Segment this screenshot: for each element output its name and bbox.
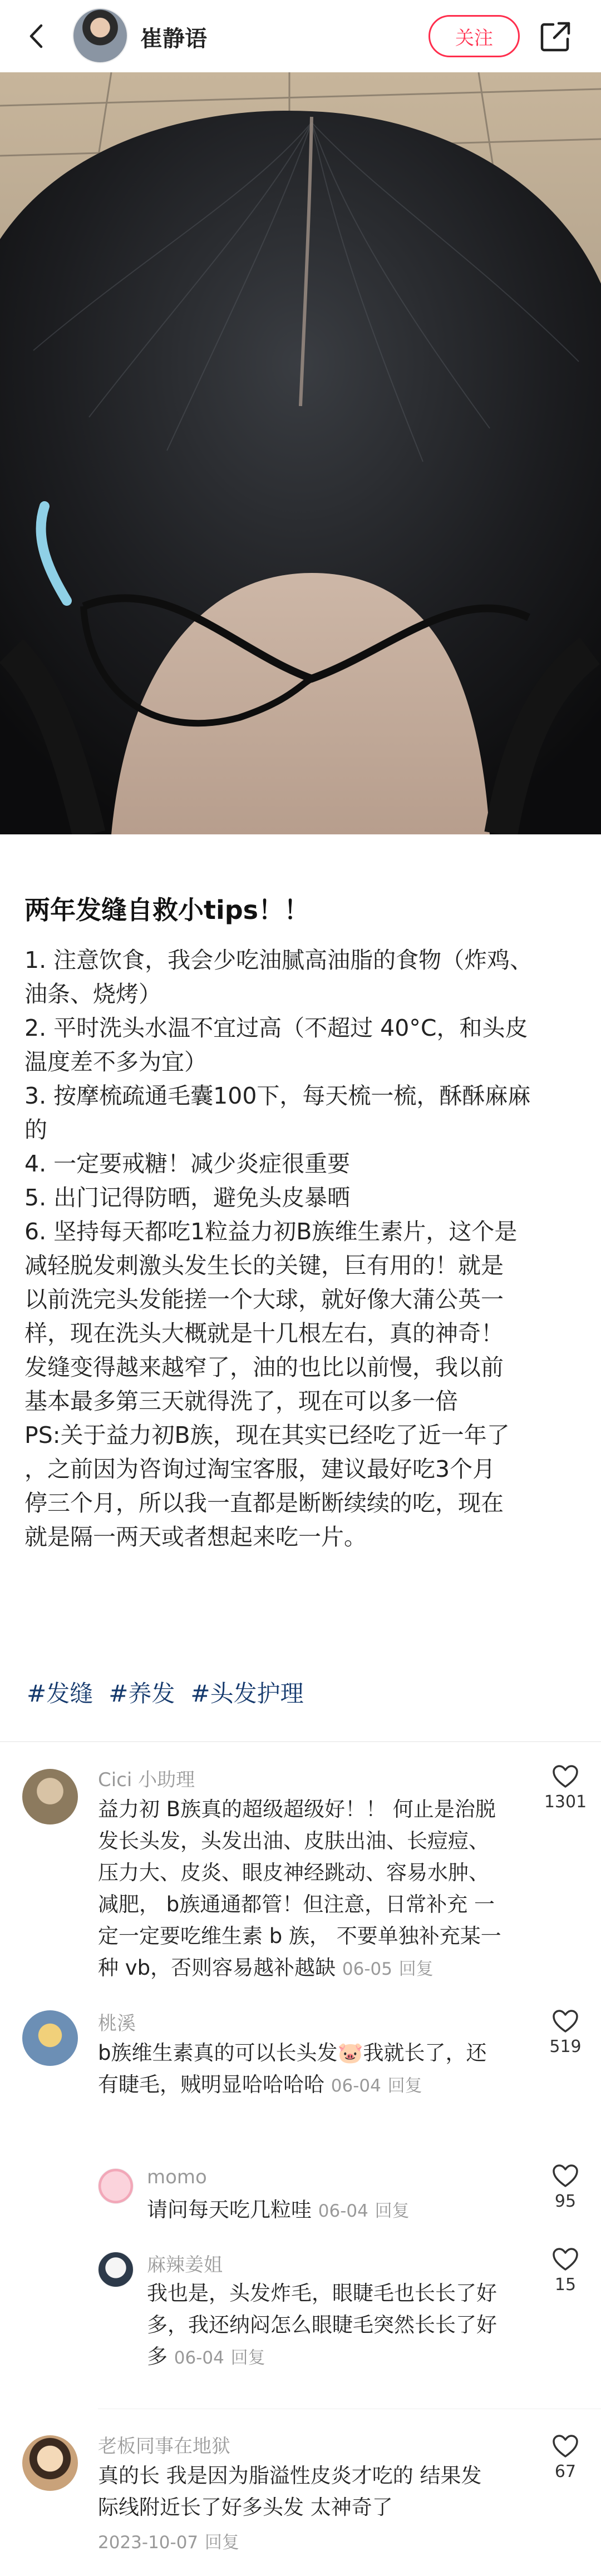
comment-text[interactable] [147, 2194, 525, 2227]
post-line: 的 [24, 1116, 47, 1143]
comment-line: 多，我还纳闷怎么眼睫毛突然长长了好 [147, 2313, 497, 2337]
chevron-left-icon [22, 21, 52, 51]
post-line: 3. 按摩梳疏通毛囊100下，每天梳一梳，酥酥麻麻 [24, 1082, 531, 1109]
reply-button[interactable]: 回复 [387, 2076, 422, 2096]
post-line: 温度差不多为宜） [24, 1049, 207, 1075]
post-photo[interactable] [0, 72, 601, 834]
share-icon [539, 20, 572, 53]
comment-date: 06-04 [331, 2076, 381, 2096]
hair-part-photo [0, 72, 601, 834]
comment-date: 06-04 [318, 2201, 368, 2221]
commenter-avatar[interactable] [98, 2168, 134, 2204]
commenter-name[interactable]: 桃溪 [98, 2013, 136, 2035]
comment-line-text: 请问每天吃几粒哇 [147, 2198, 318, 2222]
like-count: 1301 [544, 1792, 587, 1812]
reply-button[interactable]: 回复 [204, 2533, 239, 2553]
post-line: 6. 坚持每天都吃1粒益力初B族维生素片，这个是 [24, 1218, 518, 1245]
commenter-avatar[interactable] [98, 2252, 134, 2287]
author-avatar[interactable] [72, 8, 128, 63]
post-line: 停三个月，所以我一直都是断断续续的吃，现在 [24, 1490, 504, 1516]
top-bar [0, 0, 601, 72]
comment-line: 减肥， b族通通都管！但注意，日常补充 一 [98, 1892, 495, 1916]
reply-button[interactable]: 回复 [398, 1959, 433, 1979]
comment-item [0, 2008, 601, 2153]
comment-line: 我也是，头发炸毛，眼睫毛也长长了好 [147, 2281, 497, 2305]
comment-line: 压力大、皮炎、眼皮神经跳动、容易水肿、 [98, 1861, 489, 1885]
comment-item [0, 1758, 601, 2008]
heart-outline-icon [552, 2434, 579, 2459]
comment-line-text: 有睫毛，贼明显哈哈哈哈 [98, 2073, 331, 2097]
commenter-name[interactable]: Cici 小助理 [98, 1769, 195, 1791]
like-count: 15 [554, 2275, 577, 2295]
hashtag-list [27, 1675, 304, 1709]
post-line: 就是隔一两天或者想起来吃一片。 [24, 1524, 367, 1550]
post-line: PS:关于益力初B族，现在其实已经吃了近一年了 [24, 1422, 510, 1448]
back-button[interactable] [22, 21, 52, 51]
post-title: 两年发缝自救小tips！！ [24, 895, 310, 925]
comment-line: 真的长 我是因为脂溢性皮炎才吃的 结果发 [98, 2464, 482, 2488]
heart-outline-icon [552, 2247, 579, 2272]
post-body [24, 943, 581, 1554]
post-line: 2. 平时洗头水温不宜过高（不超过 40°C，和头皮 [24, 1015, 528, 1041]
comment-line: 益力初 B族真的超级超级好！！ 何止是治脱 [98, 1797, 496, 1821]
heart-outline-icon [552, 1764, 579, 1789]
post-line: 发缝变得越来越窄了，油的也比以前慢，我以前 [24, 1354, 504, 1381]
comment-item [0, 2431, 601, 2576]
hashtag-link[interactable]: #头发护理 [190, 1680, 304, 1707]
comment-text[interactable] [98, 2037, 532, 2102]
like-button[interactable] [538, 2009, 593, 2056]
commenter-name[interactable]: 麻辣姜姐 [147, 2254, 223, 2276]
comment-line-text: 多 [147, 2345, 174, 2369]
post-line: 5. 出门记得防晒，避免头皮暴晒 [24, 1184, 351, 1211]
like-button[interactable] [543, 1764, 588, 1812]
hashtag-link[interactable]: #养发 [109, 1680, 175, 1707]
section-divider [0, 1741, 601, 1742]
comment-line [98, 2069, 532, 2102]
comment-text[interactable] [98, 2460, 532, 2559]
post-line: 以前洗完头发能搓一个大球，就好像大蒲公英一 [24, 1286, 504, 1313]
commenter-avatar[interactable] [22, 2435, 78, 2491]
commenter-avatar[interactable] [22, 2010, 78, 2066]
comment-meta [98, 2525, 532, 2559]
reply-button[interactable]: 回复 [230, 2348, 265, 2368]
reply-item [0, 2164, 601, 2247]
commenter-name[interactable]: 老板同事在地狱 [98, 2435, 230, 2458]
post-line: 减轻脱发刺激头发生长的关键，巨有用的！就是 [24, 1252, 504, 1279]
share-button[interactable] [539, 20, 572, 53]
comment-line: b族维生素真的可以长头发🐷我就长了，还 [98, 2041, 487, 2065]
commenter-name[interactable]: momo [147, 2166, 207, 2188]
reply-item [0, 2247, 601, 2397]
post-line: 样，现在洗头大概就是十几根左右，真的神奇！ [24, 1320, 504, 1347]
post-line: 油条、烧烤） [24, 981, 161, 1007]
comment-line [98, 1952, 532, 1985]
comment-line: 定一定要吃维生素 b 族， 不要单独补充某一 [98, 1924, 501, 1948]
comment-line [147, 2194, 525, 2227]
heart-outline-icon [552, 2164, 579, 2188]
author-name[interactable]: 崔静语 [140, 26, 207, 52]
heart-outline-icon [552, 2009, 579, 2034]
like-count: 519 [549, 2037, 582, 2056]
comment-line: 际线附近长了好多头发 太神奇了 [98, 2495, 393, 2519]
like-count: 95 [554, 2192, 577, 2211]
like-button[interactable] [538, 2247, 593, 2295]
like-count: 67 [554, 2462, 577, 2481]
comment-line [147, 2341, 525, 2374]
comment-text[interactable] [98, 1793, 532, 1985]
like-button[interactable] [538, 2434, 593, 2481]
follow-button[interactable]: 关注 [428, 15, 520, 57]
post-line: ，之前因为咨询过淘宝客服，建议最好吃3个月 [24, 1456, 496, 1482]
post-line: 基本最多第三天就得洗了，现在可以多一倍 [24, 1388, 458, 1415]
post-line: 1. 注意饮食，我会少吃油腻高油脂的食物（炸鸡、 [24, 947, 533, 973]
comment-date: 06-04 [174, 2348, 224, 2368]
like-button[interactable] [538, 2164, 593, 2211]
reply-button[interactable]: 回复 [375, 2201, 410, 2221]
post-line: 4. 一定要戒糖！减少炎症很重要 [24, 1150, 351, 1177]
hashtag-link[interactable]: #发缝 [27, 1680, 93, 1707]
comment-date: 06-05 [342, 1959, 392, 1979]
comment-line: 发长头发，头发出油、皮肤出油、长痘痘、 [98, 1829, 489, 1853]
comment-text[interactable] [147, 2277, 525, 2374]
comment-line-text: 种 vb，否则容易越补越缺 [98, 1956, 342, 1980]
post-content [24, 890, 581, 1554]
comment-date: 2023-10-07 [98, 2533, 199, 2553]
commenter-avatar[interactable] [22, 1769, 78, 1825]
